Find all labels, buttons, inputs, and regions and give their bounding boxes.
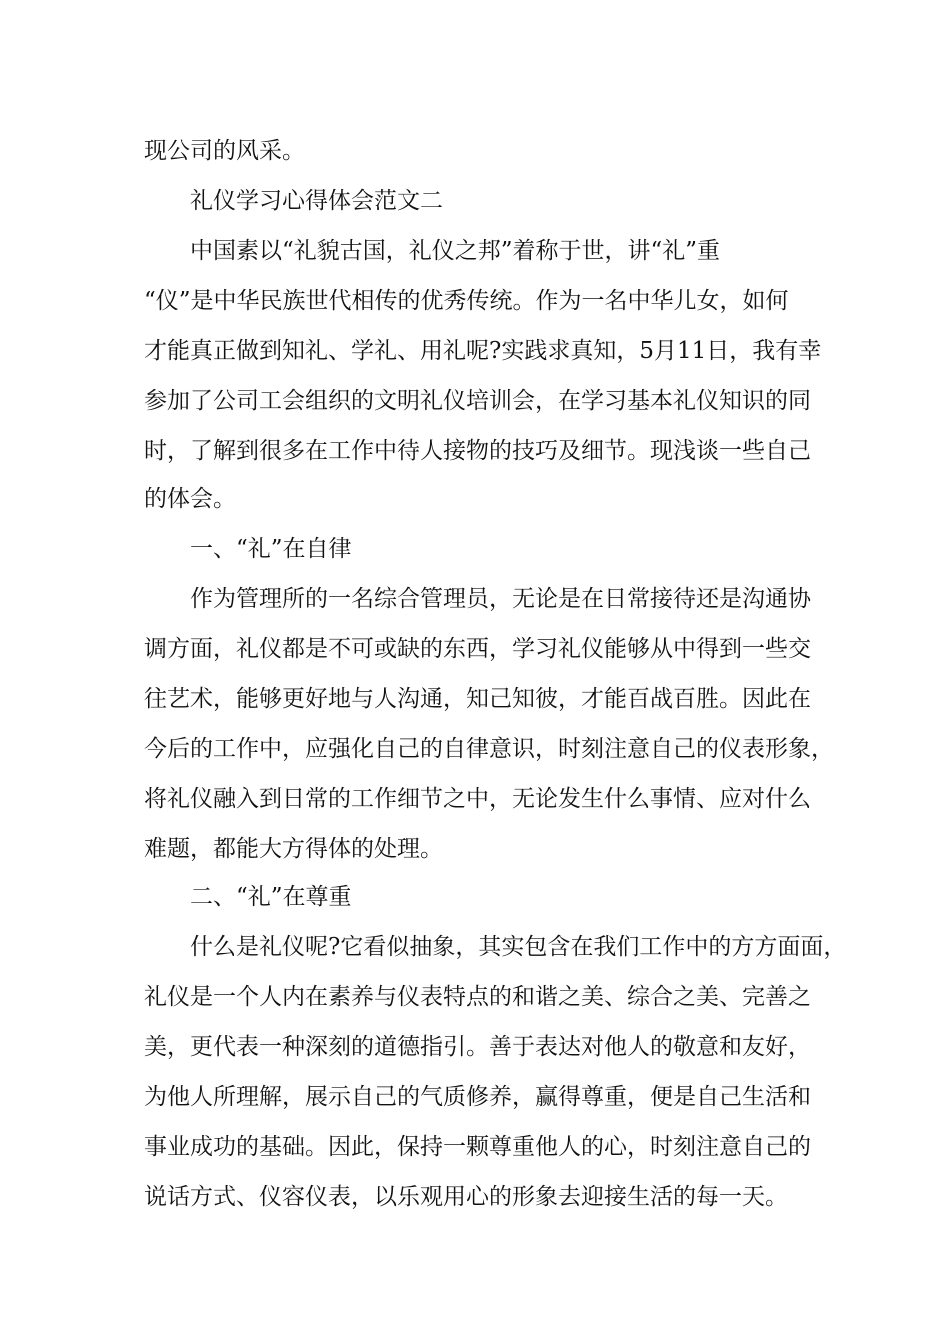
text-line: 事业成功的基础。因此，保持一颗尊重他人的心，时刻注意自己的 bbox=[144, 1134, 811, 1160]
text-line: 参加了公司工会组织的文明礼仪培训会，在学习基本礼仪知识的同 bbox=[144, 388, 811, 414]
text-line: 为他人所理解，展示自己的气质修养，赢得尊重，便是自己生活和 bbox=[144, 1084, 811, 1110]
text-line: 现公司的风采。 bbox=[144, 138, 305, 164]
section-heading: 二、“礼”在尊重 bbox=[190, 884, 352, 910]
text-line: 美，更代表一种深刻的道德指引。善于表达对他人的敬意和友好， bbox=[144, 1034, 811, 1060]
text-line: 调方面，礼仪都是不可或缺的东西，学习礼仪能够从中得到一些交 bbox=[144, 636, 811, 662]
section-heading: 礼仪学习心得体会范文二 bbox=[190, 188, 443, 214]
text-line: 中国素以“礼貌古国，礼仪之邦”着称于世，讲“礼”重 bbox=[190, 238, 721, 264]
text-line: 今后的工作中，应强化自己的自律意识，时刻注意自己的仪表形象， bbox=[144, 736, 834, 762]
text-line: “仪”是中华民族世代相传的优秀传统。作为一名中华儿女，如何 bbox=[144, 288, 789, 314]
text-line: 将礼仪融入到日常的工作细节之中，无论发生什么事情、应对什么 bbox=[144, 786, 811, 812]
text-line: 往艺术，能够更好地与人沟通，知己知彼，才能百战百胜。因此在 bbox=[144, 686, 811, 712]
text-line: 的体会。 bbox=[144, 486, 236, 512]
text-line: 才能真正做到知礼、学礼、用礼呢?实践求真知，5月11日，我有幸 bbox=[144, 338, 822, 364]
text-line: 时，了解到很多在工作中待人接物的技巧及细节。现浅谈一些自己 bbox=[144, 438, 811, 464]
section-heading: 一、“礼”在自律 bbox=[190, 536, 352, 562]
text-line: 什么是礼仪呢?它看似抽象，其实包含在我们工作中的方方面面， bbox=[190, 934, 847, 960]
text-line: 礼仪是一个人内在素养与仪表特点的和谐之美、综合之美、完善之 bbox=[144, 984, 811, 1010]
text-line: 难题，都能大方得体的处理。 bbox=[144, 836, 443, 862]
text-line: 说话方式、仪容仪表，以乐观用心的形象去迎接生活的每一天。 bbox=[144, 1184, 788, 1210]
text-line: 作为管理所的一名综合管理员，无论是在日常接待还是沟通协 bbox=[190, 586, 811, 612]
